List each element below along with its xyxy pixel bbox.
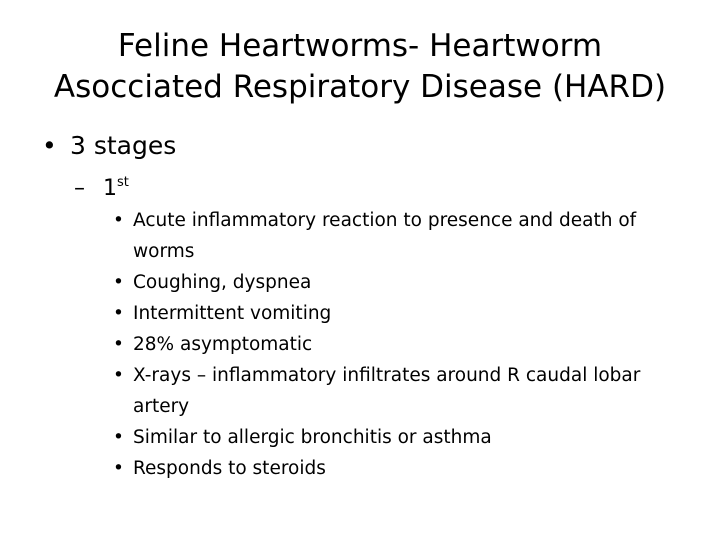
bullet-icon: •: [113, 427, 124, 448]
list-item: [113, 453, 693, 484]
bullet-icon: •: [113, 458, 124, 479]
list-item-text: 28% asymptomatic: [133, 334, 313, 355]
list-item-text: Responds to steroids: [133, 458, 326, 479]
bullet-icon: •: [113, 365, 124, 386]
slide-title: Feline Heartworms- Heartworm Asocciated Respiratory Disease (HARD): [53, 28, 667, 105]
list-item: [113, 267, 693, 298]
list-item: [113, 205, 693, 267]
bullet-icon: •: [113, 210, 124, 231]
stage-details-list: [113, 205, 693, 484]
list-item-text: Similar to allergic bronchitis or asthma: [133, 427, 492, 448]
list-item-text: Coughing, dyspnea: [133, 272, 312, 293]
list-item-text: Acute inflammatory reaction to presence and death of worms: [133, 210, 637, 262]
bullet-icon: •: [113, 272, 124, 293]
stage-number: 1: [103, 176, 117, 201]
dash-icon: –: [74, 176, 85, 201]
list-item: [113, 360, 693, 422]
list-item: [113, 422, 693, 453]
level1-bullet-item: [42, 129, 176, 163]
list-item-text: Intermittent vomiting: [133, 303, 332, 324]
level2-dash-item: [74, 168, 129, 204]
bullet-icon: •: [113, 303, 124, 324]
list-item: [113, 298, 693, 329]
bullet-icon: •: [42, 131, 57, 160]
stage-ordinal-suffix: st: [117, 175, 129, 190]
list-item: [113, 329, 693, 360]
list-item-text: X-rays – inflammatory infiltrates around R caudal lobar artery: [133, 365, 641, 417]
bullet-icon: •: [113, 334, 124, 355]
level1-text: 3 stages: [70, 131, 177, 160]
